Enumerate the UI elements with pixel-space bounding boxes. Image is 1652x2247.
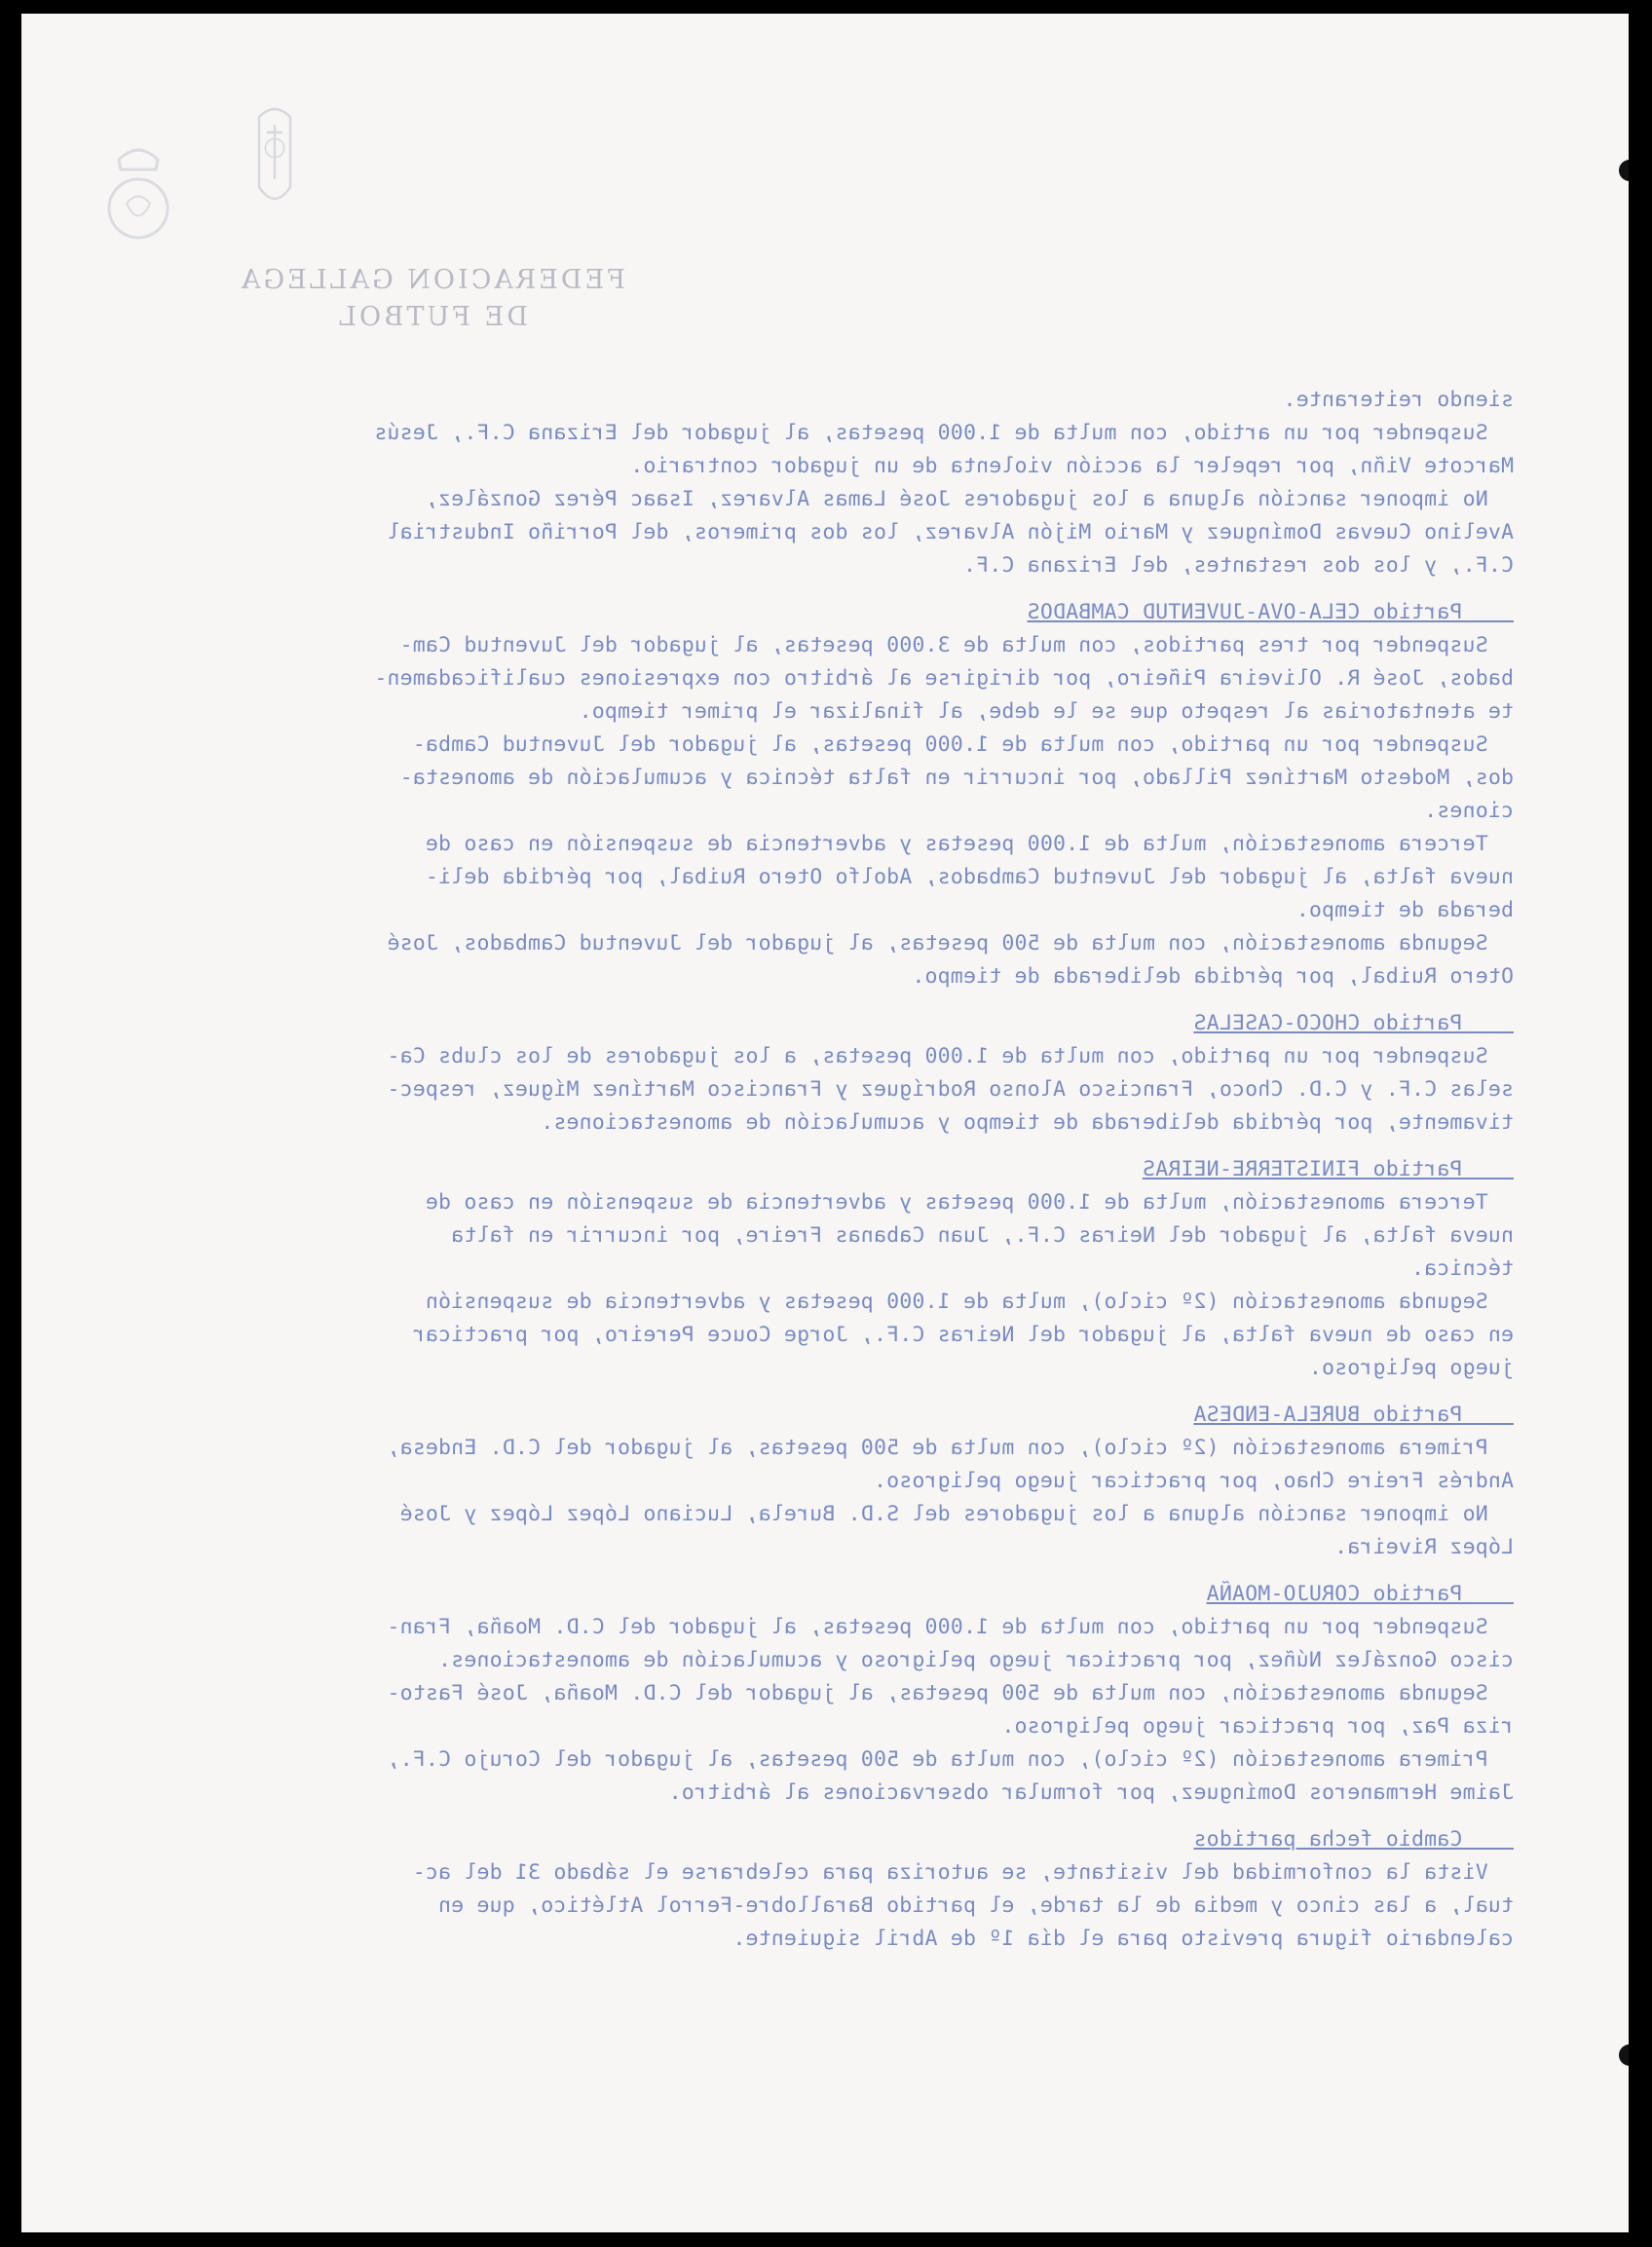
section-heading: Cambio fecha partidos [1193,1827,1514,1852]
text-line: tivamente, por pérdida deliberada de tiempo y acumulación de amonestaciones. [541,1110,1514,1135]
text-line: Segunda amonestación (2º ciclo), multa de 1.000 pesetas y advertencia de suspensión [425,1290,1514,1314]
text-line: Primera amonestación (2º ciclo), con multa de 500 pesetas, al jugador del C.D. Endesa, [387,1436,1514,1460]
text-line: ciones. [1423,799,1514,823]
section-heading: Partido FINISTERRE-NEIRAS [1142,1157,1514,1181]
text-line: Vista la conformidad del visitante, se autoriza para celebrarse el sábado 31 del ac- [412,1860,1514,1885]
text-line: nueva falta, al jugador del Juventud Cambados, Adolfo Otero Ruibal, por pérdida deli- [425,865,1514,889]
text-line: Suspender por un partido, con multa de 1.000 pesetas, al jugador del C.D. Moaña, Fran- [387,1615,1514,1639]
text-line: Tercera amonestación, multa de 1.000 pesetas y advertencia de suspensión en caso de [425,1190,1514,1215]
text-line: nueva falta, al jugador del Neiras C.F., Juan Cabanas Freire, por incurrir en falta [451,1223,1514,1248]
text-line: Segunda amonestación, con multa de 500 pesetas, al jugador del Juventud Cambados, José [387,931,1514,955]
text-line: juego peligroso. [1308,1356,1514,1380]
text-line: Marcote Viñn, por repeler la acción violenta de un jugador contrario. [630,454,1514,478]
text-line: Segunda amonestación, con multa de 500 pesetas, al jugador del C.D. Moaña, José Fasto- [387,1681,1514,1705]
text-line: Avelino Cuevas Domínguez y Mario Mijón Alvarez, los dos primeros, del Porriño Industrial [387,520,1514,544]
text-line: Primera amonestación (2º ciclo), con multa de 500 pesetas, al jugador del Corujo C.F., [387,1747,1514,1772]
text-line: selas C.F. y C.D. Choco, Francisco Alonso Rodríguez y Francisco Martínez Míguez, respec- [387,1077,1514,1102]
text-line: en caso de nueva falta, al jugador del Neiras C.F., Jorge Couce Pereiro, por practicar [412,1323,1514,1347]
text-line: te atentatorias al respeto que se le debe, al finalizar el primer tiempo. [579,699,1514,724]
text-line: Suspender por tres partidos, con multa de 3.000 pesetas, al jugador del Juventud Cam- [399,633,1514,657]
section-heading: Partido CORUJO-MOAÑA [1206,1582,1514,1606]
text-line: cisco González Núñez, por practicar juego peligroso y acumulación de amonestaciones. [437,1648,1514,1672]
text-line: bados, José R. Oliveira Piñeiro, por dirigirse al árbitro con expresiones cualificadamen- [374,666,1514,691]
text-line: No imponer sanción alguna a los jugadores del S.D. Burela, Luciano López López y José [399,1502,1514,1526]
text-line: dos, Modesto Martínez Pillado, por incurrir en falta técnica y acumulación de amonesta- [399,766,1514,790]
shield-emblem-icon [236,101,314,218]
text-line: técnica. [1410,1256,1514,1281]
text-line: López Riveira. [1333,1535,1514,1559]
typed-body [131,384,1514,1956]
letterhead-line1: FEDERACION GALLEGA [239,265,625,295]
mirrored-content [21,14,1629,2232]
text-line: Suspender por un artido, con multa de 1.000 pesetas, al jugador del Erizana C.F., Jesús [374,421,1514,445]
document-page [21,14,1629,2232]
text-line: calendario figura previsto para el día 1º de Abril siguiente. [732,1927,1514,1951]
text-line: siendo reiterante. [1283,388,1514,412]
section-heading: Partido CHOCO-CASELAS [1193,1011,1514,1035]
text-line: No imponer sanción alguna a los jugadores José Lamas Alvarez, Isaac Pérez González, [425,487,1514,511]
text-line: C.F., y los dos restantes, del Erizana C.F. [962,553,1514,578]
letterhead-line2: DE FUTBOL [336,302,528,332]
text-line: Suspender por un partido, con multa de 1.000 pesetas, al jugador del Juventud Camba- [412,732,1514,757]
text-line: Jaime Hermaneros Domínguez, por formular observaciones al árbitro. [668,1780,1514,1805]
text-line: riza Paz, por practicar juego peligroso. [1001,1714,1514,1739]
letterhead [239,262,625,336]
text-line: Otero Ruibal, por pérdida deliberada de tiempo. [912,964,1514,989]
text-line: Tercera amonestación, multa de 1.000 pesetas y advertencia de suspensión en caso de [425,832,1514,856]
section-heading: Partido CELA-OVA-JUVENTUD CAMBADOS [1027,600,1514,624]
section-heading: Partido BURELA-ENDESA [1193,1403,1514,1427]
text-line: tual, a las cinco y media de la tarde, el partido Barallobre-Ferrol Atlético, que en [437,1893,1514,1918]
crest-emblem-icon [99,121,177,267]
text-line: Andrés Freire Chao, por practicar juego peligroso. [873,1469,1514,1493]
text-line: berada de tiempo. [1295,898,1514,922]
text-line: Suspender por un partido, con multa de 1.000 pesetas, a los jugadores de los clubs Ca- [387,1044,1514,1068]
